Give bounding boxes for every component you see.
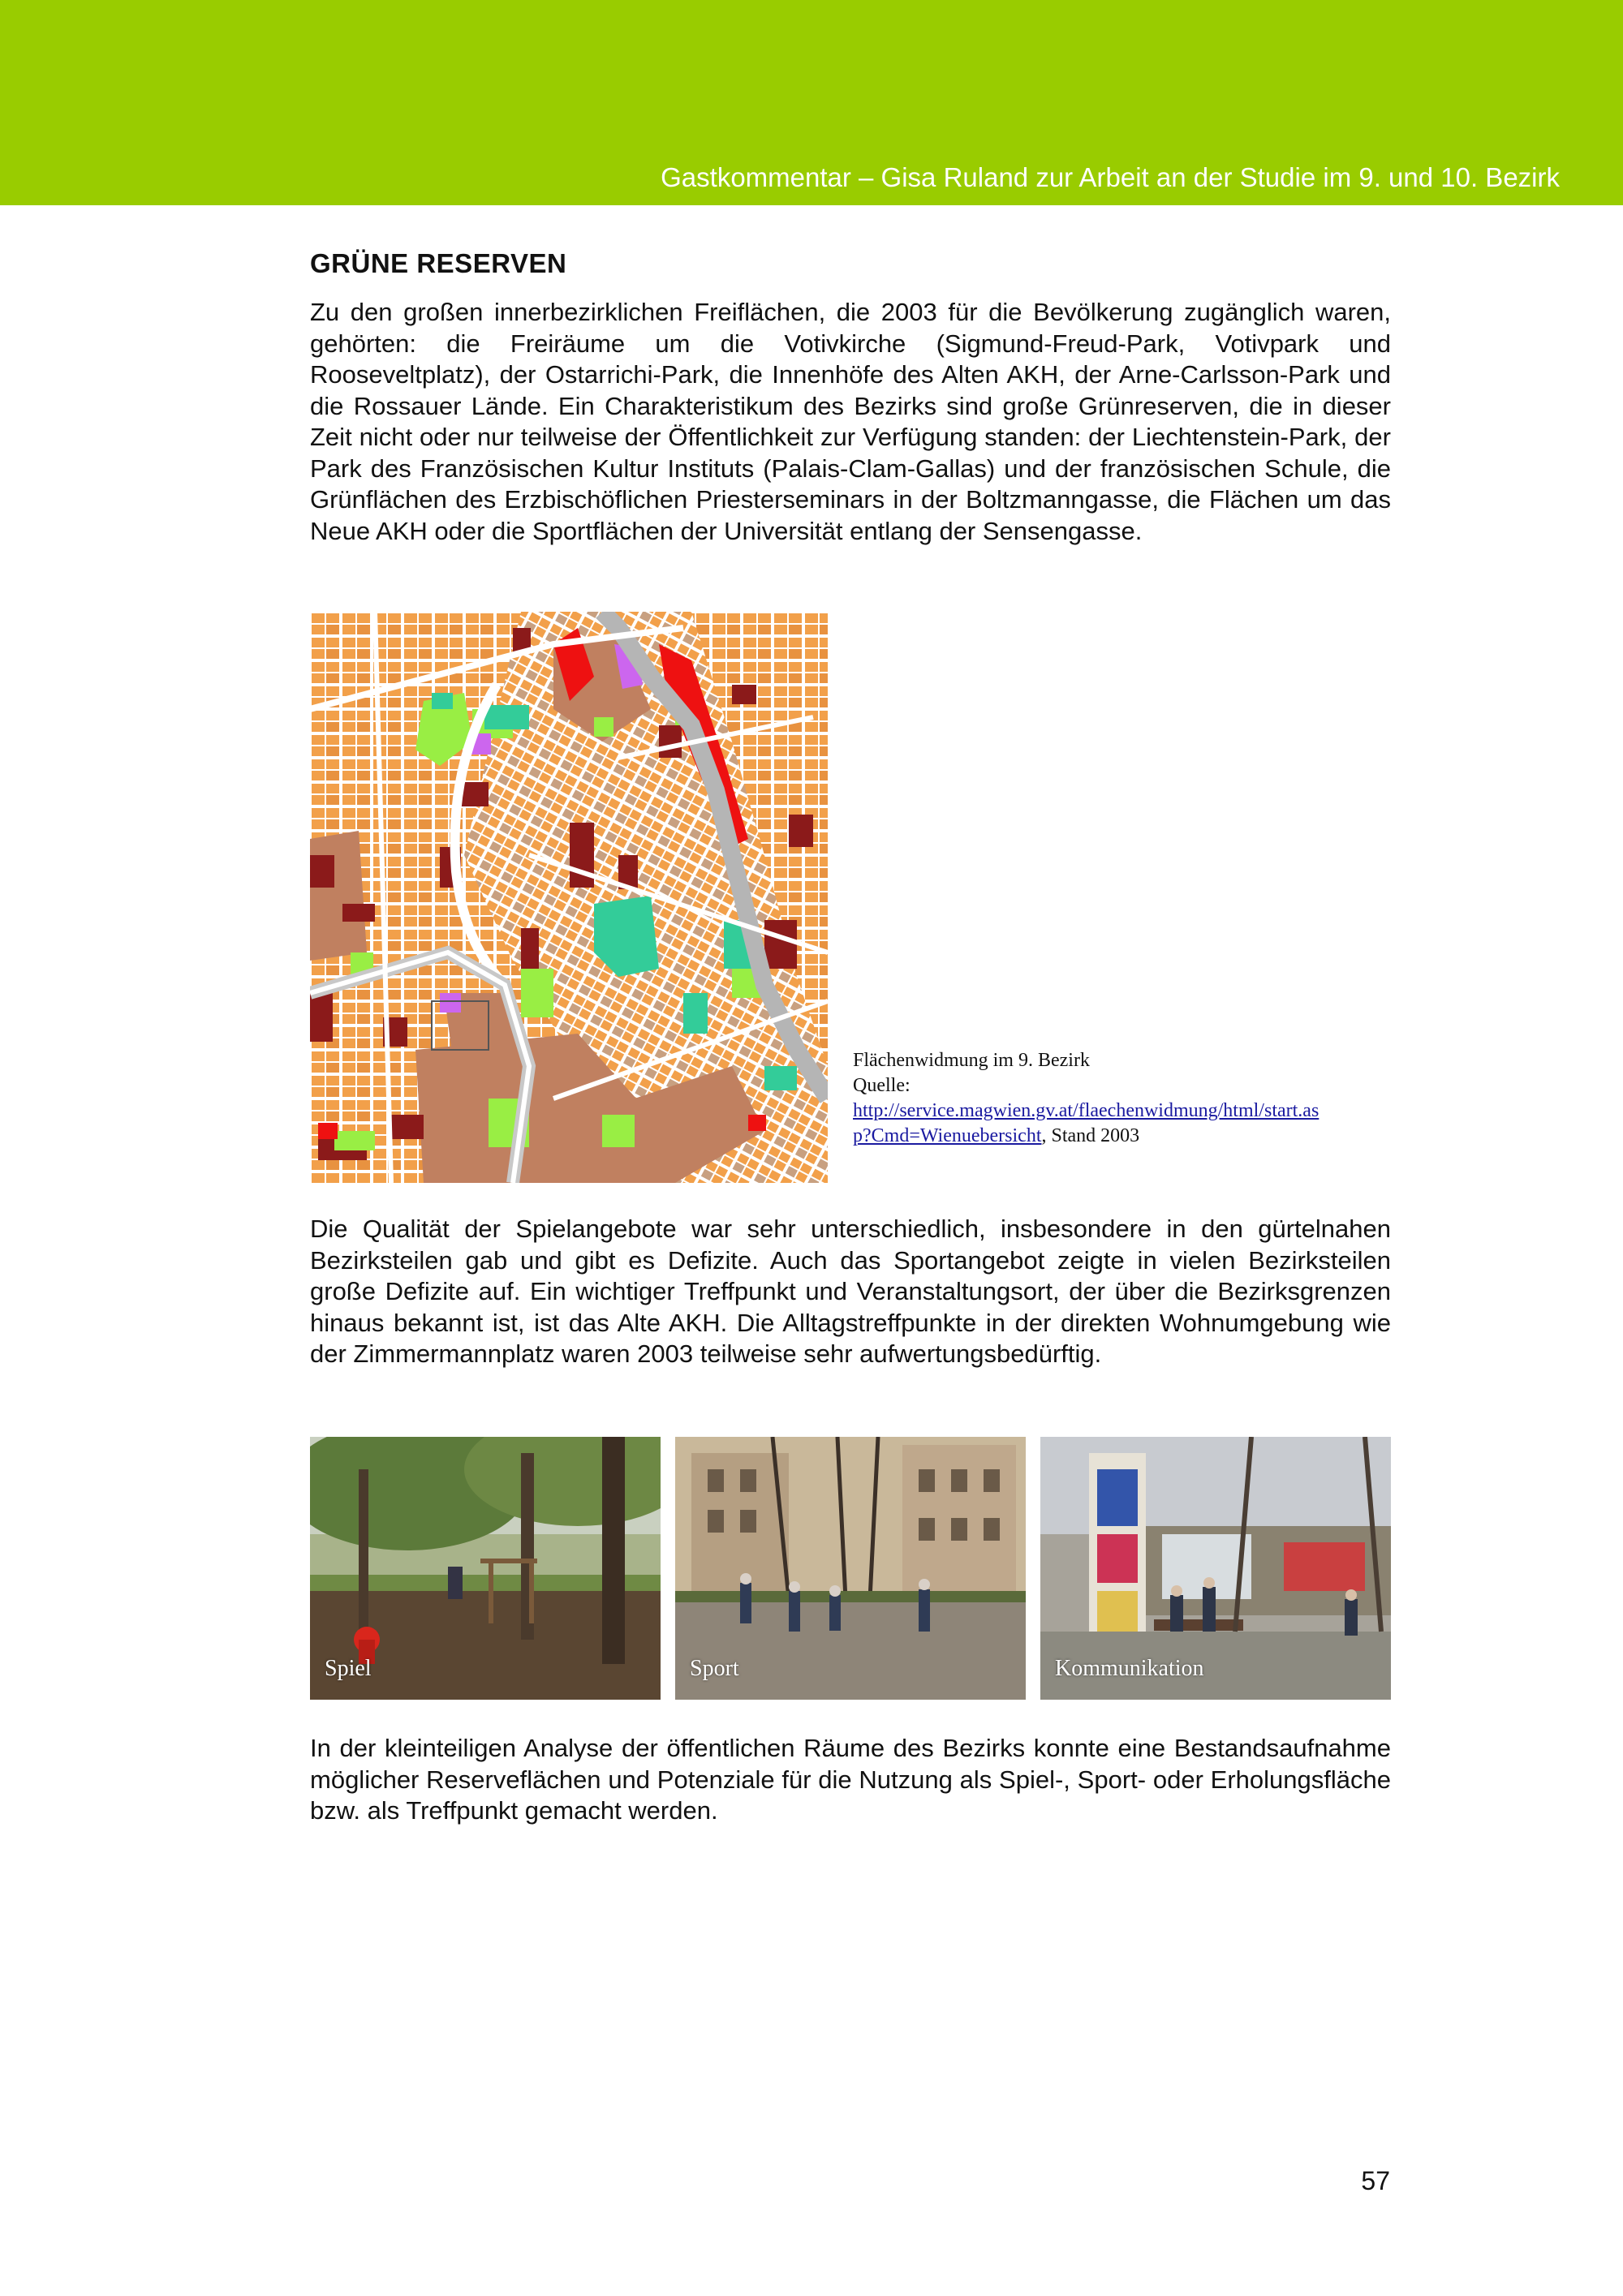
running-title: Gastkommentar – Gisa Ruland zur Arbeit an der Studie im 9. und 10. Bezirk [661,162,1560,192]
paragraph-analysis: In der kleinteiligen Analyse der öffentlichen Räume des Bezirks konnte eine Bestandsaufnahme möglicher Reserveflächen und Potenziale für die Nutzung als Spiel-, Sport- oder Erholungsfläche bzw. als Treffpunkt gemacht werden. [310,1734,1391,1825]
caption-source-label: Quelle: [853,1075,911,1096]
photo-label-play: Spiel [325,1656,372,1681]
photo-play [310,1437,661,1700]
caption-title: Flächenwidmung im 9. Bezirk [853,1050,1090,1071]
photo-label-sport: Sport [690,1656,739,1681]
map-image [310,612,828,1183]
caption-source-link-continued[interactable]: p?Cmd=Wienuebersicht [853,1125,1042,1146]
caption-source-link[interactable]: http://service.magwien.gv.at/flaechenwidmung/html/start.as [853,1100,1319,1121]
photo-sport [675,1437,1026,1700]
paragraph-play-quality: Die Qualität der Spielangebote war sehr unterschiedlich, insbesondere in den gürtelnahen Bezirksteilen gab und gibt es Defizite. Auch das Sportangebot zeigte in vielen Bezirksteilen große Defizite auf. Ein wichtiger Treffpunkt und Veranstaltungsort, der über die Bezirksgrenzen hinaus bekannt ist, ist das Alte AKH. Die Alltagstreffpunkte in der direkten Wohnumgebung wie der Zimmermannplatz waren 2003 teilweise sehr aufwertungsbedürftig. [310,1215,1391,1368]
caption-date: , Stand 2003 [1041,1125,1140,1146]
section-heading: GRÜNE RESERVEN [310,248,567,278]
header-bar [0,0,1623,205]
map-caption [853,1048,1388,1149]
photo-communication [1040,1437,1391,1700]
photo-label-communication: Kommunikation [1055,1656,1204,1681]
page-number: 57 [1361,2166,1390,2195]
land-use-map [310,612,828,1183]
paragraph-green-reserves: Zu den großen innerbezirklichen Freiflächen, die 2003 für die Bevölkerung zugänglich waren, gehörten: die Freiräume um die Votivkirche (Sigmund-Freud-Park, Votivpark und Rooseveltplatz), der Ostarrichi-Park, die Innenhöfe des Alten AKH, der Arne-Carlsson-Park und die Rossauer Lände. Ein Charakteristikum des Bezirks sind große Grünreserven, die in dieser Zeit nicht oder nur teilweise der Öffentlichkeit zur Verfügung standen: der Liechtenstein-Park, der Park des Französischen Kultur Instituts (Palais-Clam-Gallas) und der französischen Schule, die Grünflächen des Erzbischöflichen Priesterseminars in der Boltzmanngasse, die Flächen um das Neue AKH oder die Sportflächen der Universität entlang der Sensengasse. [310,298,1391,545]
